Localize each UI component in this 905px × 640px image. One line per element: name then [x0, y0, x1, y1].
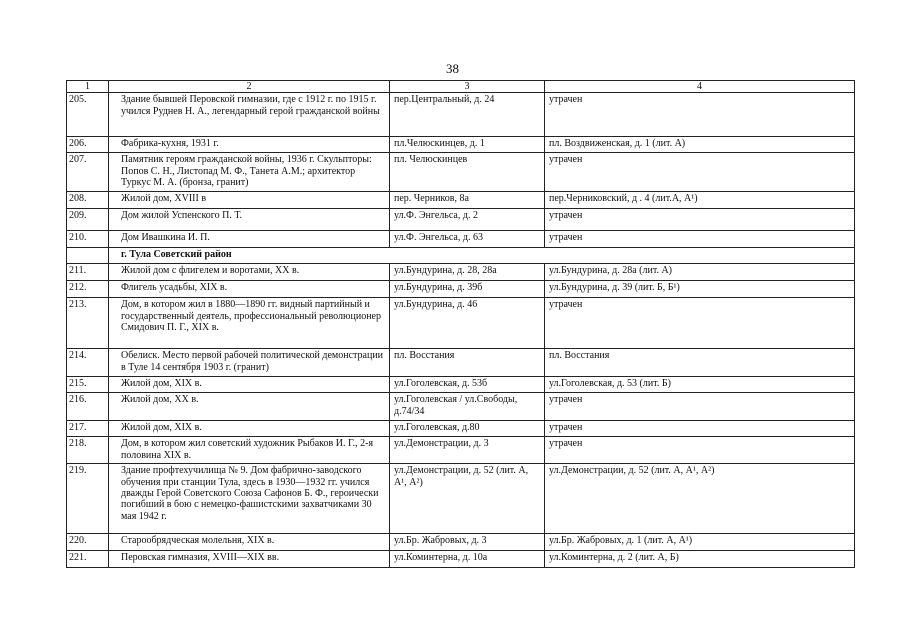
- status-cell: утрачен: [545, 437, 855, 464]
- address-cell: ул.Бундурина, д. 28, 28а: [390, 264, 545, 281]
- table-row: [67, 209, 855, 231]
- table-row: [67, 464, 855, 534]
- address-cell: ул.Демонстрации, д. 52 (лит. А, А¹, А²): [390, 464, 545, 534]
- table-row: [67, 377, 855, 393]
- status-cell: ул.Бундурина, д. 39 (лит. Б, Б¹): [545, 281, 855, 298]
- object-name-cell: Дом, в котором жил советский художник Рыбаков И. Г., 2-я половина XIX в.: [109, 437, 390, 464]
- row-number-cell: 206.: [67, 137, 109, 153]
- object-name-cell: Флигель усадьбы, XIX в.: [109, 281, 390, 298]
- object-name-cell: Перовская гимназия, XVIII—XIX вв.: [109, 551, 390, 568]
- object-name-cell: Здание бывшей Перовской гимназии, где с 1912 г. по 1915 г. учился Руднев Н. А., легендарный герой гражданской войны: [109, 93, 390, 137]
- status-cell: ул.Бр. Жабровых, д. 1 (лит. А, А¹): [545, 534, 855, 551]
- address-cell: ул.Бундурина, д. 39б: [390, 281, 545, 298]
- table-row: [67, 281, 855, 298]
- table-row: [67, 551, 855, 568]
- row-number-cell: 214.: [67, 349, 109, 377]
- address-cell: ул.Ф. Энгельса, д. 2: [390, 209, 545, 231]
- status-cell: утрачен: [545, 393, 855, 421]
- row-number-cell: 218.: [67, 437, 109, 464]
- row-number-cell: 220.: [67, 534, 109, 551]
- object-name-cell: Жилой дом, XIX в.: [109, 421, 390, 437]
- object-name-cell: Обелиск. Место первой рабочей политической демонстрации в Туле 14 сентября 1903 г. (гранит): [109, 349, 390, 377]
- status-cell: утрачен: [545, 93, 855, 137]
- row-number-cell: 207.: [67, 153, 109, 192]
- row-number-cell: 209.: [67, 209, 109, 231]
- address-cell: ул.Бундурина, д. 46: [390, 298, 545, 349]
- header-cell-address: 3: [390, 81, 545, 93]
- address-cell: ул.Гоголевская, д.80: [390, 421, 545, 437]
- address-cell: пер.Центральный, д. 24: [390, 93, 545, 137]
- status-cell: утрачен: [545, 298, 855, 349]
- object-name-cell: Памятник героям гражданской войны, 1936 г. Скульпторы: Попов С. Н., Листопад М. Ф., Танета А.М.; архитектор Туркус М. А. (бронза, гранит): [109, 153, 390, 192]
- section-heading: г. Тула Советский район: [109, 248, 855, 264]
- address-cell: ул.Гоголевская, д. 53б: [390, 377, 545, 393]
- address-cell: ул.Демонстрации, д. 3: [390, 437, 545, 464]
- address-cell: пл. Челюскинцев: [390, 153, 545, 192]
- object-name-cell: Дом жилой Успенского П. Т.: [109, 209, 390, 231]
- row-number-cell: 221.: [67, 551, 109, 568]
- table-row: [67, 349, 855, 377]
- table-row: [67, 437, 855, 464]
- status-cell: утрачен: [545, 153, 855, 192]
- row-number-cell: 212.: [67, 281, 109, 298]
- table-row: [67, 421, 855, 437]
- row-number-cell: 217.: [67, 421, 109, 437]
- address-cell: ул.Коминтерна, д. 10а: [390, 551, 545, 568]
- row-number-cell: 210.: [67, 231, 109, 248]
- address-cell: ул.Гоголевская / ул.Свободы, д.74/34: [390, 393, 545, 421]
- status-cell: утрачен: [545, 209, 855, 231]
- header-cell-status: 4: [545, 81, 855, 93]
- object-name-cell: Жилой дом, XX в.: [109, 393, 390, 421]
- status-cell: ул.Гоголевская, д. 53 (лит. Б): [545, 377, 855, 393]
- object-name-cell: Дом Ивашкина И. П.: [109, 231, 390, 248]
- status-cell: утрачен: [545, 421, 855, 437]
- address-cell: пл.Челюскинцев, д. 1: [390, 137, 545, 153]
- address-cell: ул.Бр. Жабровых, д. 3: [390, 534, 545, 551]
- table-row: [67, 137, 855, 153]
- row-number-cell: 205.: [67, 93, 109, 137]
- status-cell: ул.Демонстрации, д. 52 (лит. А, А¹, А²): [545, 464, 855, 534]
- page-number: 38: [446, 61, 459, 76]
- table-row: [67, 298, 855, 349]
- header-row: [67, 81, 855, 93]
- address-cell: ул.Ф. Энгельса, д. 63: [390, 231, 545, 248]
- section-row: [67, 248, 855, 264]
- table-row: [67, 153, 855, 192]
- address-cell: пер. Черников, 8а: [390, 192, 545, 209]
- status-cell: пл. Восстания: [545, 349, 855, 377]
- row-number-cell: 219.: [67, 464, 109, 534]
- row-number-cell: 208.: [67, 192, 109, 209]
- object-name-cell: Старообрядческая молельня, XIX в.: [109, 534, 390, 551]
- row-number-cell: 215.: [67, 377, 109, 393]
- object-name-cell: Фабрика-кухня, 1931 г.: [109, 137, 390, 153]
- table-row: [67, 192, 855, 209]
- object-name-cell: Жилой дом, XVIII в: [109, 192, 390, 209]
- status-cell: ул.Коминтерна, д. 2 (лит. А, Б): [545, 551, 855, 568]
- object-name-cell: Дом, в котором жил в 1880—1890 гг. видный партийный и государственный деятель, профессиональный революционер Смидович П. Г., XIX в.: [109, 298, 390, 349]
- header-cell-name: 2: [109, 81, 390, 93]
- object-name-cell: Жилой дом, XIX в.: [109, 377, 390, 393]
- table-row: [67, 534, 855, 551]
- status-cell: пл. Воздвиженская, д. 1 (лит. А): [545, 137, 855, 153]
- monuments-table: [66, 80, 855, 568]
- address-cell: пл. Восстания: [390, 349, 545, 377]
- header-cell-number: 1: [67, 81, 109, 93]
- table-row: [67, 93, 855, 137]
- object-name-cell: Здание профтехучилища № 9. Дом фабрично-заводского обучения при станции Тула, здесь в 1930—1932 гг. учился дважды Герой Советского Союза Сафонов Б. Ф., героически погибший в бою с немецко-фашистскими захватчиками 30 мая 1942 г.: [109, 464, 390, 534]
- object-name-cell: Жилой дом с флигелем и воротами, XX в.: [109, 264, 390, 281]
- table-row: [67, 393, 855, 421]
- table-row: [67, 264, 855, 281]
- status-cell: ул.Бундурина, д. 28а (лит. А): [545, 264, 855, 281]
- status-cell: пер.Черниковский, д . 4 (лит.А, А¹): [545, 192, 855, 209]
- row-number-cell: 213.: [67, 298, 109, 349]
- table-row: [67, 231, 855, 248]
- row-number-cell: 211.: [67, 264, 109, 281]
- row-number-cell: 216.: [67, 393, 109, 421]
- status-cell: утрачен: [545, 231, 855, 248]
